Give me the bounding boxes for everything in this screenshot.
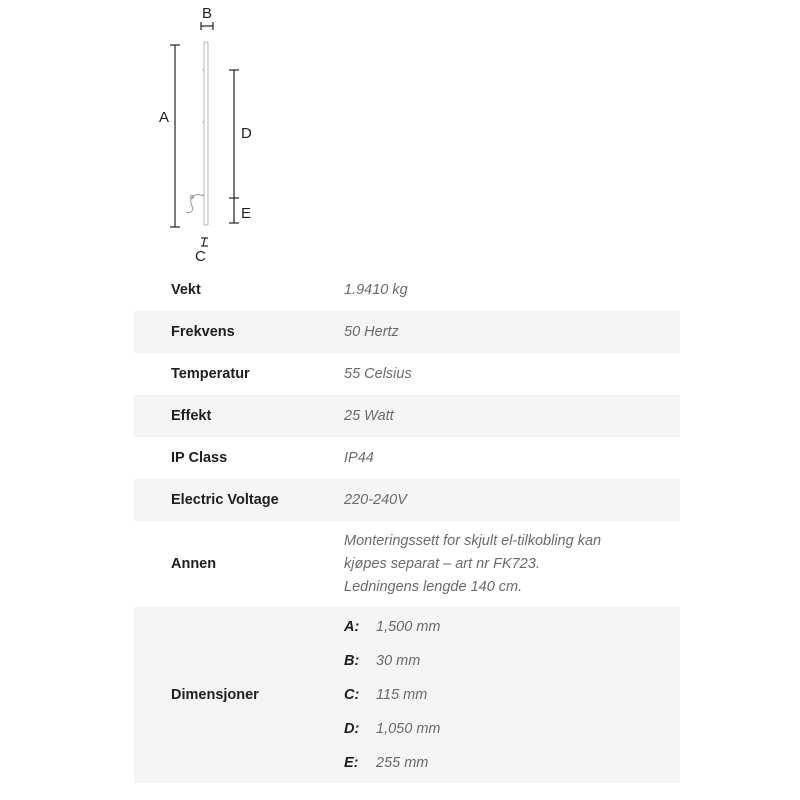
spec-row-annen bbox=[134, 521, 680, 607]
rail-body bbox=[186, 42, 208, 225]
dimension-key: D: bbox=[344, 721, 360, 737]
dimension-value: 1,500 mm bbox=[376, 619, 441, 635]
spec-label: Temperatur bbox=[171, 366, 250, 382]
spec-label: Effekt bbox=[134, 395, 344, 437]
spec-row-dimensjoner bbox=[134, 607, 680, 783]
spec-label: Annen bbox=[171, 556, 217, 572]
spec-value: 220-240V bbox=[344, 479, 680, 521]
dimension-line-e bbox=[229, 198, 239, 223]
annen-line: Monteringssett for skjult el-tilkobling kan bbox=[344, 532, 602, 549]
dimension-diagram bbox=[150, 0, 280, 272]
dimension-label-b: B bbox=[202, 5, 213, 22]
annen-line: kjøpes separat – art nr FK723. bbox=[344, 555, 540, 572]
spec-value: 55 Celsius bbox=[344, 366, 412, 382]
spec-value: 50 Hertz bbox=[344, 311, 680, 353]
spec-row-ip-class bbox=[134, 437, 680, 479]
dimension-value: 255 mm bbox=[376, 755, 429, 771]
dimension-key: B: bbox=[344, 653, 360, 669]
dimension-key: E: bbox=[344, 755, 359, 771]
dimension-item bbox=[344, 746, 680, 780]
dimension-label-e: E bbox=[241, 205, 252, 222]
dimension-label-d: D bbox=[241, 125, 252, 142]
dimension-line-a bbox=[170, 45, 180, 227]
dimension-item bbox=[344, 610, 680, 644]
dimension-label-c: C bbox=[195, 248, 206, 265]
spec-value: 1.9410 kg bbox=[344, 282, 408, 298]
spec-row-temperatur bbox=[134, 353, 680, 395]
dimension-label-a: A bbox=[159, 109, 170, 126]
dimension-value: 115 mm bbox=[376, 687, 428, 703]
dimension-item bbox=[344, 712, 680, 746]
dimension-line-d bbox=[229, 70, 239, 198]
spec-table bbox=[134, 269, 680, 783]
dimension-item bbox=[344, 678, 680, 712]
dimension-value: 1,050 mm bbox=[376, 721, 441, 737]
spec-value bbox=[344, 521, 680, 607]
dimension-value: 30 mm bbox=[376, 653, 421, 669]
spec-value: IP44 bbox=[344, 450, 374, 466]
spec-label: Vekt bbox=[171, 282, 201, 298]
spec-row-electric-voltage bbox=[134, 479, 680, 521]
dimension-key: C: bbox=[344, 687, 360, 703]
annen-line: Ledningens lengde 140 cm. bbox=[344, 578, 523, 595]
spec-row-vekt bbox=[134, 269, 680, 311]
dimension-list bbox=[344, 610, 680, 780]
spec-value: 25 Watt bbox=[344, 395, 680, 437]
spec-label: Frekvens bbox=[134, 311, 344, 353]
spec-label: IP Class bbox=[171, 450, 228, 466]
towel-rail-drawing bbox=[150, 0, 280, 272]
dimension-line-c bbox=[201, 238, 208, 246]
spec-label: Electric Voltage bbox=[134, 479, 344, 521]
spec-row-effekt bbox=[134, 395, 680, 437]
spec-row-frekvens bbox=[134, 311, 680, 353]
spec-label: Dimensjoner bbox=[134, 607, 344, 783]
dimension-line-b bbox=[201, 22, 213, 30]
dimension-item bbox=[344, 644, 680, 678]
dimension-key: A: bbox=[344, 619, 360, 635]
dimension-values bbox=[344, 607, 680, 783]
